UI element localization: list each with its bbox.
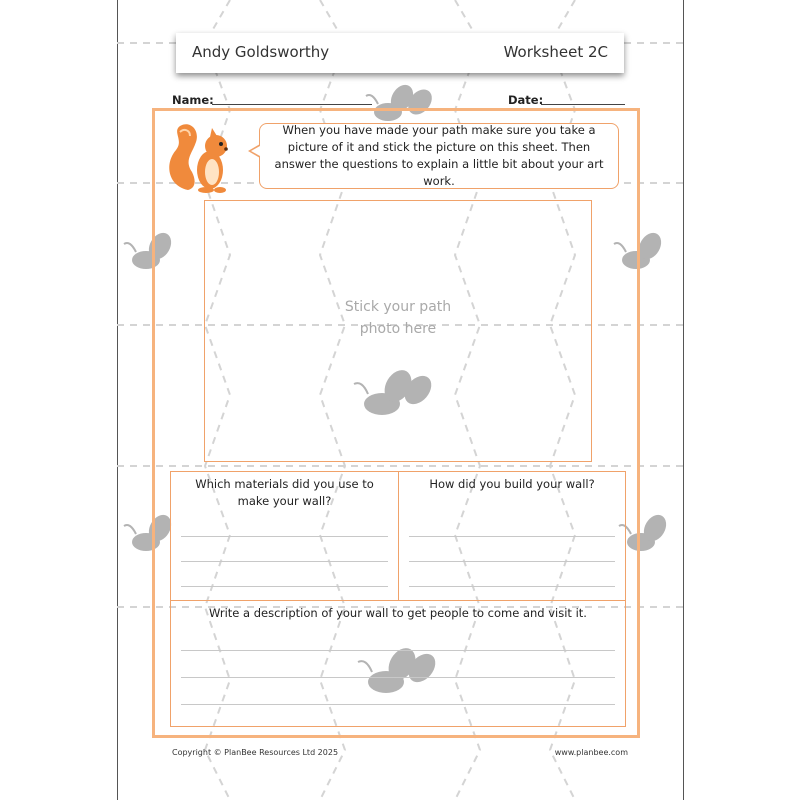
instruction-bubble xyxy=(259,123,619,189)
question-materials: Which materials did you use to make your wall? xyxy=(195,477,374,508)
name-label: Name: xyxy=(172,93,214,107)
copyright-text: Copyright © PlanBee Resources Ltd 2025 xyxy=(172,748,339,757)
question-box-description[interactable] xyxy=(170,600,626,727)
question-box-build[interactable] xyxy=(398,471,626,601)
writing-line xyxy=(409,586,615,587)
name-field[interactable] xyxy=(212,104,372,105)
photo-placeholder: Stick your path photo here xyxy=(344,299,452,337)
worksheet-title: Andy Goldsworthy xyxy=(192,43,330,61)
question-build: How did you build your wall? xyxy=(429,477,595,491)
writing-line xyxy=(181,561,388,562)
website-text: www.planbee.com xyxy=(554,748,628,757)
date-field[interactable] xyxy=(541,104,625,105)
photo-area[interactable] xyxy=(204,200,592,462)
writing-line xyxy=(181,650,615,651)
writing-line xyxy=(181,586,388,587)
writing-line xyxy=(181,536,388,537)
instruction-text: When you have made your path make sure you take a picture of it and stick the picture on this sheet. Then answer the questions to explain a little bit about your art work. xyxy=(274,123,604,188)
question-description: Write a description of your wall to get people to come and visit it. xyxy=(209,606,587,620)
question-box-materials[interactable] xyxy=(170,471,399,601)
date-label: Date: xyxy=(508,93,544,107)
writing-line xyxy=(181,677,615,678)
writing-line xyxy=(181,704,615,705)
worksheet-number: Worksheet 2C xyxy=(503,43,608,61)
writing-line xyxy=(409,536,615,537)
squirrel-icon xyxy=(166,120,232,195)
speech-tail-fill xyxy=(251,146,260,156)
title-card xyxy=(176,33,624,73)
writing-line xyxy=(409,561,615,562)
